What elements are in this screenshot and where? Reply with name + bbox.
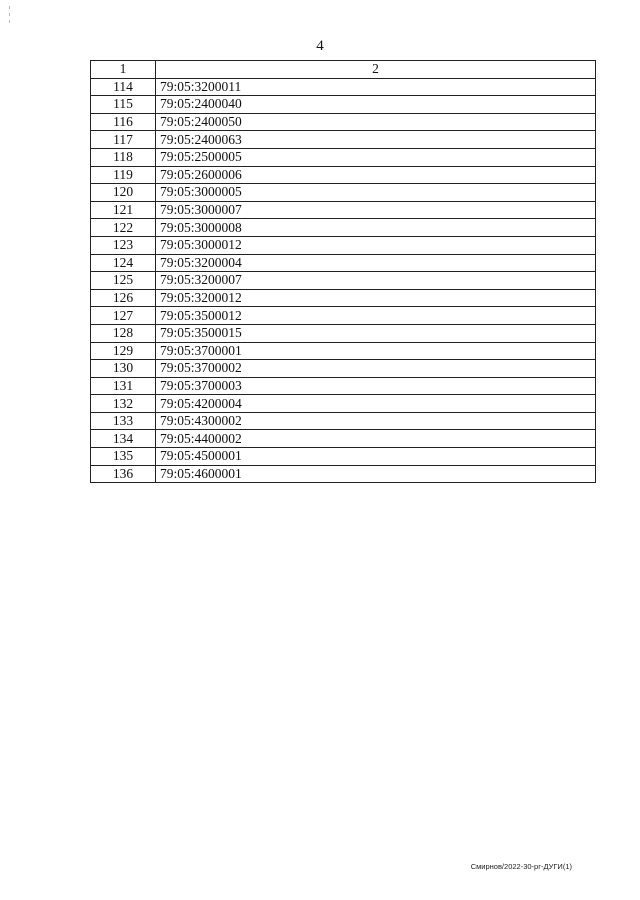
cadastral-number: 79:05:4500001 [156, 448, 596, 466]
row-number: 120 [91, 184, 156, 202]
row-number: 128 [91, 324, 156, 342]
cadastral-number: 79:05:3500015 [156, 324, 596, 342]
row-number: 115 [91, 96, 156, 114]
cadastral-number: 79:05:2400050 [156, 113, 596, 131]
table-row [91, 201, 596, 219]
table-row [91, 219, 596, 237]
cadastral-number: 79:05:2400063 [156, 131, 596, 149]
table-row [91, 342, 596, 360]
cadastral-number: 79:05:3200011 [156, 78, 596, 96]
cadastral-number: 79:05:4400002 [156, 430, 596, 448]
row-number: 126 [91, 289, 156, 307]
cadastral-number: 79:05:3500012 [156, 307, 596, 325]
row-number: 133 [91, 412, 156, 430]
cadastral-number: 79:05:3000012 [156, 236, 596, 254]
table-row [91, 465, 596, 483]
cadastral-number: 79:05:2600006 [156, 166, 596, 184]
row-number: 122 [91, 219, 156, 237]
cadastral-number: 79:05:3700001 [156, 342, 596, 360]
table-row [91, 113, 596, 131]
table-row [91, 430, 596, 448]
row-number: 127 [91, 307, 156, 325]
table-row [91, 412, 596, 430]
row-number: 123 [91, 236, 156, 254]
cadastral-number: 79:05:4200004 [156, 395, 596, 413]
cadastral-number: 79:05:3000007 [156, 201, 596, 219]
row-number: 117 [91, 131, 156, 149]
table-row [91, 236, 596, 254]
cadastral-number: 79:05:3200004 [156, 254, 596, 272]
row-number: 125 [91, 272, 156, 290]
table-row [91, 96, 596, 114]
row-number: 124 [91, 254, 156, 272]
table-row [91, 131, 596, 149]
row-number: 119 [91, 166, 156, 184]
table-row [91, 395, 596, 413]
cadastral-number: 79:05:3000005 [156, 184, 596, 202]
cadastral-number: 79:05:3200012 [156, 289, 596, 307]
table-header-row [91, 61, 596, 79]
row-number: 136 [91, 465, 156, 483]
table-row [91, 324, 596, 342]
cadastral-number: 79:05:4600001 [156, 465, 596, 483]
table-row [91, 448, 596, 466]
row-number: 118 [91, 148, 156, 166]
column-header-number: 1 [91, 61, 156, 79]
table-row [91, 360, 596, 378]
cadastral-number: 79:05:3700002 [156, 360, 596, 378]
table-row [91, 78, 596, 96]
row-number: 131 [91, 377, 156, 395]
row-number: 121 [91, 201, 156, 219]
cadastral-number: 79:05:4300002 [156, 412, 596, 430]
column-header-code: 2 [156, 61, 596, 79]
cadastral-table [90, 60, 596, 483]
row-number: 130 [91, 360, 156, 378]
row-number: 116 [91, 113, 156, 131]
row-number: 129 [91, 342, 156, 360]
cadastral-number: 79:05:2400040 [156, 96, 596, 114]
table-row [91, 307, 596, 325]
cadastral-number: 79:05:3200007 [156, 272, 596, 290]
row-number: 135 [91, 448, 156, 466]
cadastral-number: 79:05:2500005 [156, 148, 596, 166]
page-number: 4 [316, 38, 324, 54]
table-row [91, 289, 596, 307]
footer-doc-code: Смирнов/2022-30-рг-ДУГИ(1) [470, 862, 572, 871]
row-number: 114 [91, 78, 156, 96]
table-row [91, 377, 596, 395]
table-row [91, 272, 596, 290]
row-number: 134 [91, 430, 156, 448]
table-row [91, 184, 596, 202]
table-row [91, 254, 596, 272]
table-row [91, 166, 596, 184]
table-body [91, 78, 596, 483]
margin-marks [9, 6, 12, 23]
cadastral-number: 79:05:3700003 [156, 377, 596, 395]
cadastral-number: 79:05:3000008 [156, 219, 596, 237]
row-number: 132 [91, 395, 156, 413]
table-row [91, 148, 596, 166]
